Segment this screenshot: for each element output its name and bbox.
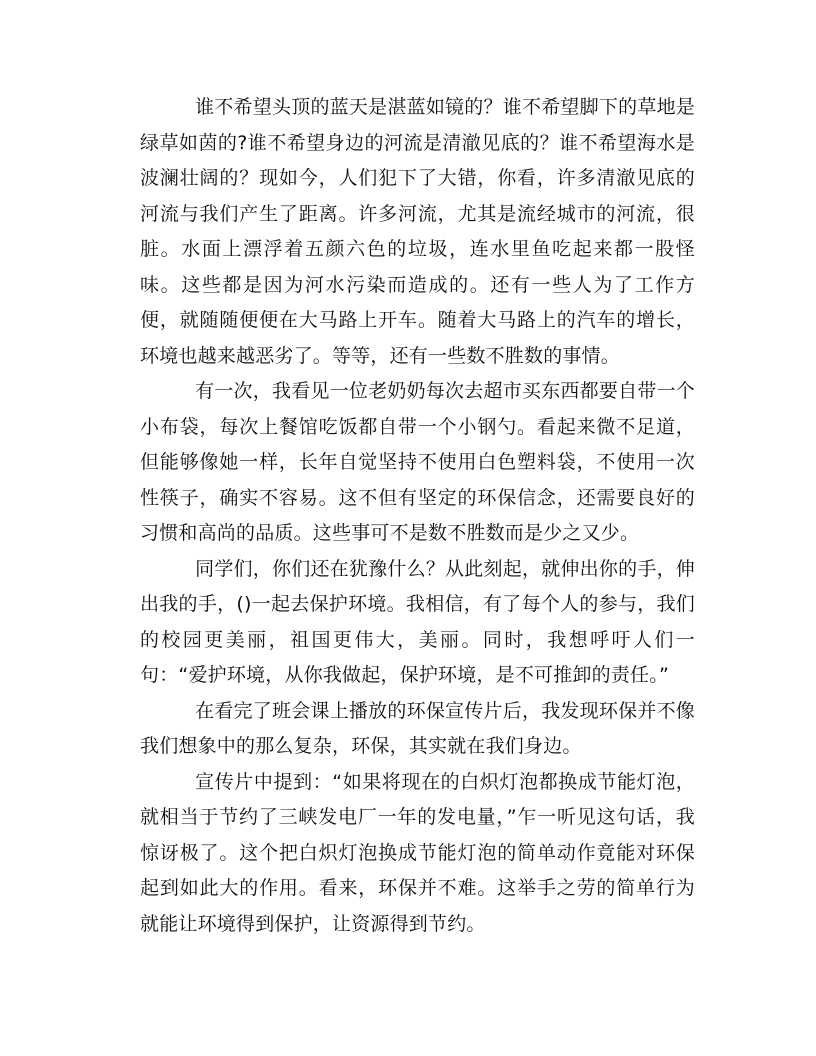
paragraph-1: 谁不希望头顶的蓝天是湛蓝如镜的？谁不希望脚下的草地是绿草如茵的?谁不希望身边的河流是清澈见底的？谁不希望海水是波澜壮阔的？现如今，人们犯下了大错，你看，许多清澈见底的河流与我们产生了距离。许多河流，尤其是流经城市的河流，很脏。水面上漂浮着五颜六色的垃圾，连水里鱼吃起来都一股怪味。这些都是因为河水污染而造成的。还有一些人为了工作方便，就随随便便在大马路上开车。随着大马路上的汽车的增长，环境也越来越恶劣了。等等，还有一些数不胜数的事情。 [140,96,695,367]
document-body [140,90,695,942]
paragraph-3: 同学们，你们还在犹豫什么？从此刻起，就伸出你的手，伸出我的手，()一起去保护环境。我相信，有了每个人的参与，我们的校园更美丽，祖国更伟大，美丽。同时，我想呼吁人们一句：“爱护环境，从你我做起，保护环境，是不可推卸的责任。” [140,557,695,686]
paragraph-5: 宣传片中提到：“如果将现在的白炽灯泡都换成节能灯泡，就相当于节约了三峡发电厂一年的发电量，”乍一听见这句话，我惊讶极了。这个把白炽灯泡换成节能灯泡的简单动作竟能对环保起到如此大的作用。看来，环保并不难。这举手之劳的简单行为就能让环境得到保护，让资源得到节约。 [140,770,695,935]
paragraph-4: 在看完了班会课上播放的环保宣传片后，我发现环保并不像我们想象中的那么复杂，环保，其实就在我们身边。 [140,699,695,757]
paragraph-2: 有一次，我看见一位老奶奶每次去超市买东西都要自带一个小布袋，每次上餐馆吃饭都自带一个小钢勺。看起来微不足道，但能够像她一样，长年自觉坚持不使用白色塑料袋，不使用一次性筷子，确实不容易。这不但有坚定的环保信念，还需要良好的习惯和高尚的品质。这些事可不是数不胜数而是少之又少。 [140,380,695,544]
